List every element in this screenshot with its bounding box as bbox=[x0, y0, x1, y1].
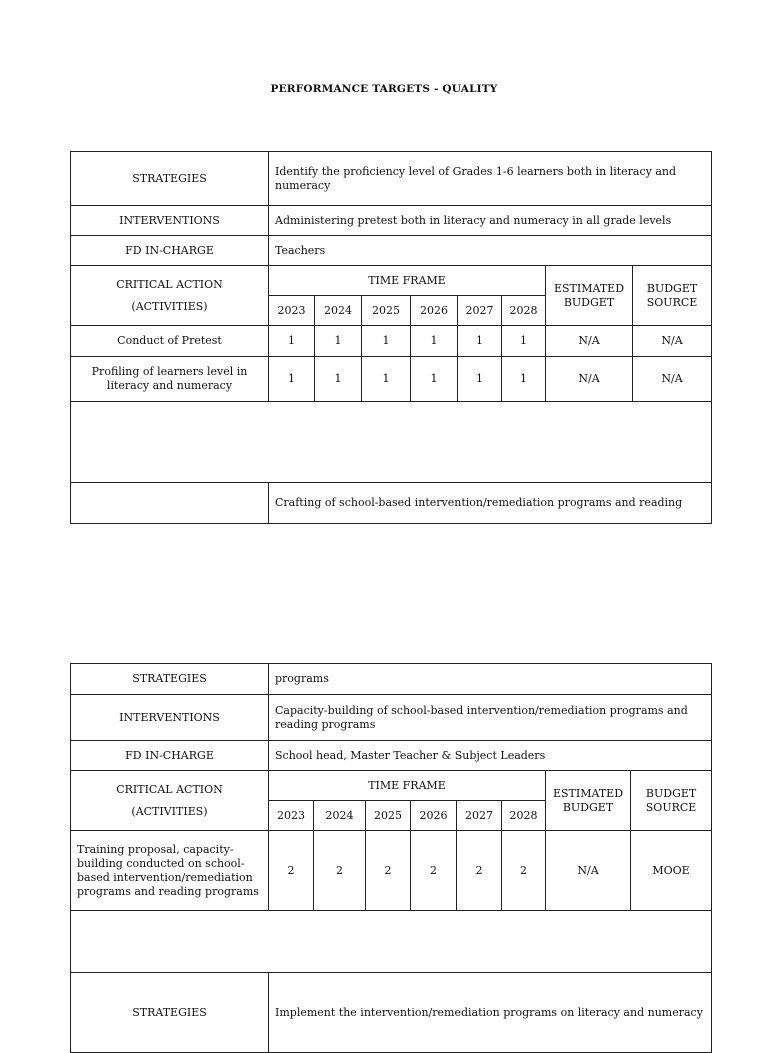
source-value: MOOE bbox=[631, 831, 712, 911]
performance-table-1 bbox=[70, 151, 712, 524]
year-header: 2025 bbox=[366, 801, 411, 831]
year-header: 2028 bbox=[502, 296, 546, 326]
year-header: 2024 bbox=[315, 296, 362, 326]
strategies-label: STRATEGIES bbox=[71, 664, 269, 695]
year-header: 2023 bbox=[269, 801, 314, 831]
performance-table-2 bbox=[70, 663, 712, 1053]
time-frame-label: TIME FRAME bbox=[269, 266, 546, 296]
empty-cell bbox=[71, 402, 712, 483]
next-strategy-text: Crafting of school-based intervention/remediation programs and reading bbox=[269, 483, 712, 524]
year-value: 1 bbox=[362, 357, 411, 402]
activities-label: (ACTIVITIES) bbox=[131, 299, 208, 313]
year-value: 1 bbox=[411, 326, 458, 357]
year-value: 1 bbox=[458, 357, 502, 402]
year-header: 2023 bbox=[269, 296, 315, 326]
fd-in-charge-text: School head, Master Teacher & Subject Leaders bbox=[269, 741, 712, 771]
budget-value: N/A bbox=[546, 831, 631, 911]
year-value: 1 bbox=[269, 326, 315, 357]
strategy-text: Identify the proficiency level of Grades 1-6 learners both in literacy and numeracy bbox=[269, 152, 712, 206]
year-value: 1 bbox=[502, 357, 546, 402]
year-value: 2 bbox=[366, 831, 411, 911]
year-value: 1 bbox=[315, 326, 362, 357]
table-row bbox=[71, 326, 712, 357]
year-header: 2024 bbox=[314, 801, 366, 831]
empty-cell bbox=[71, 911, 712, 973]
year-value: 2 bbox=[502, 831, 546, 911]
interventions-label: INTERVENTIONS bbox=[71, 206, 269, 236]
fd-in-charge-text: Teachers bbox=[269, 236, 712, 266]
year-header: 2027 bbox=[457, 801, 502, 831]
year-value: 2 bbox=[269, 831, 314, 911]
year-header: 2026 bbox=[411, 296, 458, 326]
interventions-label: INTERVENTIONS bbox=[71, 695, 269, 741]
activity-text: Conduct of Pretest bbox=[71, 326, 269, 357]
budget-source-label: BUDGET SOURCE bbox=[631, 771, 712, 831]
year-header: 2025 bbox=[362, 296, 411, 326]
estimated-budget-label: ESTIMATED BUDGET bbox=[546, 771, 631, 831]
year-header: 2027 bbox=[458, 296, 502, 326]
budget-source-label: BUDGET SOURCE bbox=[633, 266, 712, 326]
next-strategy-text: Implement the intervention/remediation programs on literacy and numeracy bbox=[269, 973, 712, 1053]
strategy-text: programs bbox=[269, 664, 712, 695]
year-value: 1 bbox=[411, 357, 458, 402]
page-title: PERFORMANCE TARGETS - QUALITY bbox=[270, 83, 498, 95]
activities-label: (ACTIVITIES) bbox=[131, 804, 208, 818]
time-frame-label: TIME FRAME bbox=[269, 771, 546, 801]
year-value: 1 bbox=[362, 326, 411, 357]
empty-row bbox=[71, 911, 712, 973]
intervention-text: Administering pretest both in literacy and numeracy in all grade levels bbox=[269, 206, 712, 236]
fd-in-charge-label: FD IN-CHARGE bbox=[71, 236, 269, 266]
critical-action-label bbox=[71, 771, 269, 831]
fd-in-charge-label: FD IN-CHARGE bbox=[71, 741, 269, 771]
strategies-label: STRATEGIES bbox=[71, 973, 269, 1053]
year-value: 1 bbox=[502, 326, 546, 357]
year-value: 2 bbox=[411, 831, 457, 911]
estimated-budget-label: ESTIMATED BUDGET bbox=[546, 266, 633, 326]
table-row bbox=[71, 357, 712, 402]
intervention-text: Capacity-building of school-based intervention/remediation programs and reading programs bbox=[269, 695, 712, 741]
year-value: 2 bbox=[457, 831, 502, 911]
source-value: N/A bbox=[633, 357, 712, 402]
year-header: 2028 bbox=[502, 801, 546, 831]
activity-text: Training proposal, capacity-building conducted on school-based intervention/remediation programs and reading programs bbox=[71, 831, 269, 911]
table-row bbox=[71, 831, 712, 911]
budget-value: N/A bbox=[546, 357, 633, 402]
critical-action-label bbox=[71, 266, 269, 326]
activity-text: Profiling of learners level in literacy and numeracy bbox=[71, 357, 269, 402]
year-value: 2 bbox=[314, 831, 366, 911]
strategies-label: STRATEGIES bbox=[71, 152, 269, 206]
year-value: 1 bbox=[269, 357, 315, 402]
year-value: 1 bbox=[458, 326, 502, 357]
next-strategy-label-cell bbox=[71, 483, 269, 524]
empty-row bbox=[71, 402, 712, 483]
year-value: 1 bbox=[315, 357, 362, 402]
budget-value: N/A bbox=[546, 326, 633, 357]
critical-action-title: CRITICAL ACTION bbox=[116, 782, 223, 796]
critical-action-title: CRITICAL ACTION bbox=[116, 277, 223, 291]
source-value: N/A bbox=[633, 326, 712, 357]
year-header: 2026 bbox=[411, 801, 457, 831]
